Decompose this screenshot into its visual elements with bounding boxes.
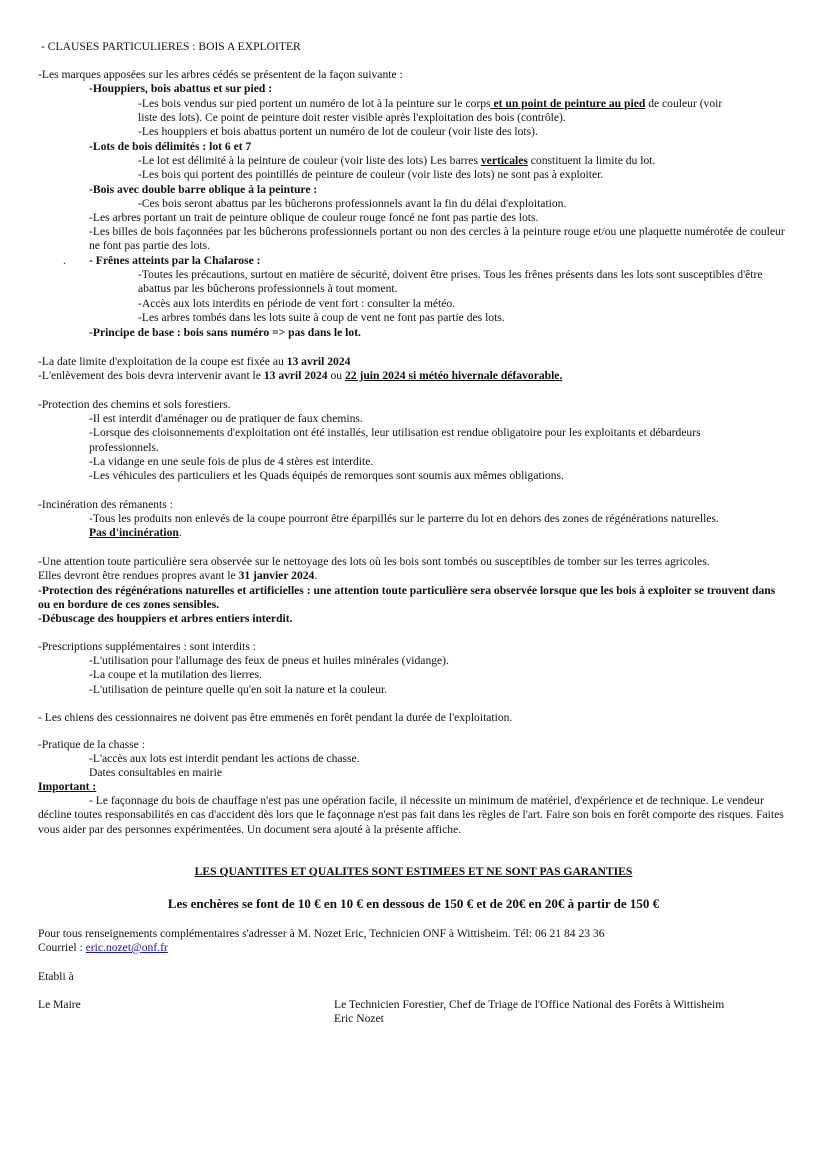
date-value: 13 avril 2024 <box>286 355 351 368</box>
marks-heading-houppiers: -Houppiers, bois abattus et sur pied : <box>89 82 273 95</box>
date-value-alt: 22 juin 2024 si météo hivernale défavorable. <box>344 369 563 382</box>
marks-frenes-line4: -Les arbres tombés dans les lots suite à coup de vent ne font pas partie des lots. <box>138 311 505 324</box>
attention-line2 <box>38 569 317 583</box>
protection-line1: -Il est interdit d'aménager ou de pratiquer de faux chemins. <box>89 412 363 425</box>
date-value: 31 janvier 2024 <box>238 569 315 582</box>
quantites-notice: LES QUANTITES ET QUALITES SONT ESTIMEES ET NE SONT PAS GARANTIES <box>194 865 633 878</box>
emphasis-point-pied: et un point de peinture au pied <box>490 97 646 110</box>
chasse-line2: Dates consultables en mairie <box>89 766 222 779</box>
text-fragment: . <box>314 569 318 582</box>
incineration-line1: -Tous les produits non enlevés de la coupe pourront être éparpillés sur le parterre du lot en dehors des zones de régénérations naturelles. <box>89 512 719 525</box>
marks-houppiers-line3: -Les houppiers et bois abattus portent un numéro de lot de couleur (voir liste des lots). <box>138 125 538 138</box>
marks-billes: -Les billes de bois façonnées par les bûcherons professionnels portant ou non des cercles à la peinture rouge et/ou une plaquette numérotée de couleur ne font pas partie des lots. <box>89 225 785 253</box>
etabli: Etabli à <box>38 970 74 983</box>
prescriptions-line1: -L'utilisation pour l'allumage des feux de pneus et huiles minérales (vidange). <box>89 654 449 667</box>
marks-houppiers-line1 <box>138 97 722 111</box>
incineration-line2 <box>89 526 182 540</box>
contact-line: Pour tous renseignements complémentaires s'adresser à M. Nozet Eric, Technicien ONF à Wittisheim. Tél: 06 21 84 23 36 <box>38 927 605 940</box>
signature-technicien-title: Le Technicien Forestier, Chef de Triage de l'Office National des Forêts à Wittisheim <box>334 998 725 1011</box>
date-enlevement <box>38 369 562 383</box>
marks-lots-line1 <box>138 154 655 168</box>
email-label: Courriel : <box>38 941 86 954</box>
text-fragment: -La date limite d'exploitation de la coupe est fixée au <box>38 355 287 368</box>
signature-maire: Le Maire <box>38 998 81 1011</box>
attention-debuscage: -Débuscage des houppiers et arbres entiers interdit. <box>38 612 293 625</box>
marks-heading-lots: -Lots de bois délimités : lot 6 et 7 <box>89 140 252 153</box>
protection-line4: -La vidange en une seule fois de plus de 4 stères est interdite. <box>89 455 374 468</box>
marks-trait-rouge: -Les arbres portant un trait de peinture oblique de couleur rouge foncé ne font pas partie des lots. <box>89 211 539 224</box>
principe-de-base: -Principe de base : bois sans numéro => pas dans le lot. <box>89 326 361 339</box>
text-fragment: -Le lot est délimité à la peinture de couleur (voir liste des lots) Les barres <box>138 154 481 167</box>
email-link[interactable]: eric.nozet@onf.fr <box>85 941 168 954</box>
bullet-dot: . <box>63 254 66 267</box>
text-fragment: de couleur (voir <box>645 97 723 110</box>
chasse-line1: -L'accès aux lots est interdit pendant les actions de chasse. <box>89 752 360 765</box>
emphasis-verticales: verticales <box>480 154 528 167</box>
chiens-rule: - Les chiens des cessionnaires ne doivent pas être emmenés en forêt pendant la durée de l'exploitation. <box>38 711 513 724</box>
marks-frenes-line3: -Accès aux lots interdits en période de vent fort : consulter la météo. <box>138 297 456 310</box>
protection-title: -Protection des chemins et sols forestiers. <box>38 398 231 411</box>
marks-double-barre-line1: -Ces bois seront abattus par les bûcherons professionnels avant la fin du délai d'exploitation. <box>138 197 567 210</box>
prescriptions-line2: -La coupe et la mutilation des lierres. <box>89 668 262 681</box>
encheres-notice: Les enchères se font de 10 € en 10 € en dessous de 150 € et de 20€ en 20€ à partir de 150 € <box>167 896 660 911</box>
marks-frenes-line1: -Toutes les précautions, surtout en matière de sécurité, doivent être prises. Tous les frênes présents dans les lots sont susceptibles d'être abattus par les bûcherons professionnels à tout moment. <box>138 268 763 296</box>
marks-heading-double-barre: -Bois avec double barre oblique à la peinture : <box>89 183 318 196</box>
protection-line2: -Lorsque des cloisonnements d'exploitation ont été installés, leur utilisation est rendue obligatoire pour les exploitants et débardeurs <box>89 426 701 439</box>
marks-intro: -Les marques apposées sur les arbres cédés se présentent de la façon suivante : <box>38 68 403 81</box>
pas-incineration: Pas d'incinération <box>89 526 179 539</box>
date-limite <box>38 355 350 369</box>
text-fragment: . <box>178 526 182 539</box>
protection-line3: professionnels. <box>89 441 159 454</box>
important-title: Important : <box>38 780 97 793</box>
marks-houppiers-line2: liste des lots). Ce point de peinture doit rester visible après l'exploitation des bois (contrôle). <box>138 111 566 124</box>
text-fragment: constituent la limite du lot. <box>527 154 656 167</box>
contact-email-line <box>38 941 168 955</box>
prescriptions-line3: -L'utilisation de peinture quelle qu'en soit la nature et la couleur. <box>89 683 388 696</box>
marks-heading-frenes: - Frênes atteints par la Chalarose : <box>89 254 261 267</box>
attention-line1: -Une attention toute particulière sera observée sur le nettoyage des lots où les bois sont tombés ou susceptibles de tomber sur les terres agricoles. <box>38 555 710 568</box>
marks-lots-line2: -Les bois qui portent des pointillés de peinture de couleur (voir liste des lots) ne sont pas à exploiter. <box>138 168 604 181</box>
attention-regenerations: -Protection des régénérations naturelles et artificielles : une attention toute particulière sera observée lorsque que les bois à exploiter se trouvent dans ou en bordure de ces zones sensibles. <box>38 584 776 612</box>
incineration-title: -Incinération des rémanents : <box>38 498 173 511</box>
section-title: - CLAUSES PARTICULIERES : BOIS A EXPLOITER <box>41 40 301 53</box>
prescriptions-title: -Prescriptions supplémentaires : sont interdits : <box>38 640 256 653</box>
chasse-title: -Pratique de la chasse : <box>38 738 145 751</box>
text-fragment: Elles devront être rendues propres avant le <box>38 569 239 582</box>
text-fragment: -L'enlèvement des bois devra intervenir avant le <box>38 369 264 382</box>
text-fragment: ou <box>327 369 345 382</box>
date-value: 13 avril 2024 <box>263 369 328 382</box>
signature-technicien-name: Eric Nozet <box>334 1012 384 1025</box>
text-fragment: -Les bois vendus sur pied portent un numéro de lot à la peinture sur le corps <box>138 97 491 110</box>
protection-line5: -Les véhicules des particuliers et les Quads équipés de remorques sont soumis aux mêmes obligations. <box>89 469 564 482</box>
important-text: - Le façonnage du bois de chauffage n'est pas une opération facile, il nécessite un minimum de matériel, d'expérience et de technique. Le vendeur décline toutes responsabilités en cas d'accident dès lors que le façonnage n'est pas fait dans les règles de l'art. Faire son bois en forêt comporte des risques. Faites vous aider par des personnes expérimentées. Un document sera ajouté à la présente affiche. <box>38 794 784 836</box>
